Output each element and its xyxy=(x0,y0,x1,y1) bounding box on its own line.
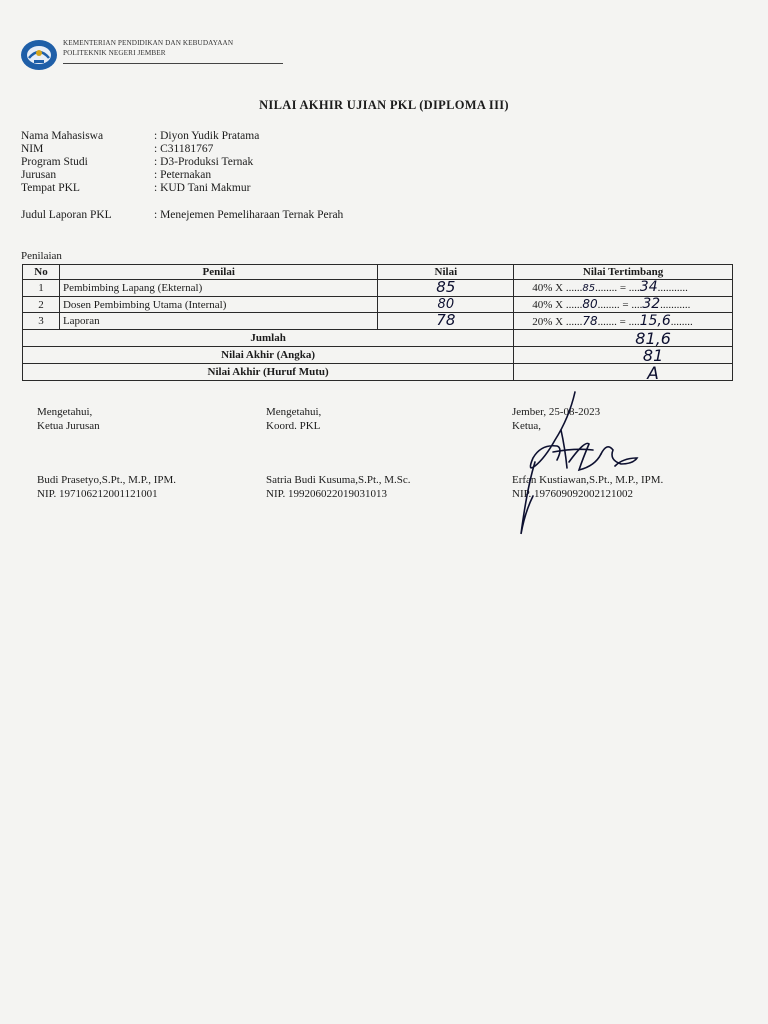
tempat-label: Tempat PKL xyxy=(21,182,80,194)
sig-middle-line2: Koord. PKL xyxy=(266,419,321,432)
row-nilai-cell xyxy=(378,313,514,330)
weight-tail: ........ xyxy=(670,315,693,328)
signature-block-left xyxy=(37,406,176,501)
weight-dots: ........ = .... xyxy=(597,299,643,311)
jumlah-row xyxy=(23,330,733,347)
penilaian-label: Penilaian xyxy=(21,250,62,262)
grades-table xyxy=(22,264,733,384)
row-nilai: 80 xyxy=(437,296,455,312)
huruf-value: A xyxy=(647,364,659,384)
sig-right-line1: Jember, 25-08-2023 xyxy=(512,406,601,418)
angka-row xyxy=(23,347,733,364)
sig-left-nip: NIP. 197106212001121001 xyxy=(37,487,158,500)
row-no: 1 xyxy=(23,280,60,297)
sig-right-name: Erfan Kustiawan,S.Pt., M.P., IPM. xyxy=(512,474,664,486)
prodi-value: : D3-Produksi Ternak xyxy=(154,156,254,168)
weight-tail: ........... xyxy=(657,282,688,294)
jumlah-label: Jumlah xyxy=(23,330,514,347)
weight-pct: 40% X ...... xyxy=(532,282,583,294)
sig-middle-name: Satria Budi Kusuma,S.Pt., M.Sc. xyxy=(266,474,411,486)
row-nilai-cell xyxy=(378,280,514,297)
table-header-row xyxy=(23,265,733,280)
row-penilai: Pembimbing Lapang (Ekternal) xyxy=(59,280,377,297)
tempat-value: : KUD Tani Makmur xyxy=(154,182,251,194)
row-nilai: 78 xyxy=(436,311,456,329)
huruf-row xyxy=(23,364,733,381)
weight-pct: 40% X ...... xyxy=(532,299,583,311)
header-divider xyxy=(63,63,283,64)
handwritten-signature-icon xyxy=(505,388,645,536)
nim-label: NIM xyxy=(21,143,44,155)
weight-nilai: 85 xyxy=(582,283,596,294)
row-no: 3 xyxy=(23,313,60,330)
sig-left-name: Budi Prasetyo,S.Pt., M.P., IPM. xyxy=(37,474,177,486)
angka-cell xyxy=(514,347,733,364)
row-penilai: Dosen Pembimbing Utama (Internal) xyxy=(59,297,377,313)
row-no: 2 xyxy=(23,297,60,313)
huruf-label: Nilai Akhir (Huruf Mutu) xyxy=(23,364,514,381)
jumlah-value: 81,6 xyxy=(635,329,671,348)
nim-value: : C31181767 xyxy=(154,143,214,155)
prodi-label: Program Studi xyxy=(21,156,88,168)
row-tertimbang xyxy=(514,297,733,313)
sig-right-nip: NIP. 197609092002121002 xyxy=(512,487,634,500)
institution-name: KEMENTERIAN PENDIDIKAN DAN KEBUDAYAAN POLITEKNIK NEGERI JEMBER xyxy=(63,39,234,57)
document-title: NILAI AKHIR UJIAN PKL (DIPLOMA III) xyxy=(259,98,509,112)
signature-block-middle xyxy=(266,406,411,501)
col-header-nilai-tertimbang: Nilai Tertimbang xyxy=(514,265,733,280)
table-row xyxy=(23,280,733,297)
row-nilai: 85 xyxy=(436,278,456,296)
weight-result: 34 xyxy=(639,279,658,295)
table-row xyxy=(23,297,733,313)
sig-middle-nip: NIP. 199206022019031013 xyxy=(266,487,388,500)
row-tertimbang xyxy=(514,313,733,330)
nama-label: Nama Mahasiswa xyxy=(21,130,104,142)
institution-logo-icon xyxy=(20,38,58,72)
huruf-cell xyxy=(514,364,733,384)
weight-result: 32 xyxy=(642,296,661,312)
angka-value: 81 xyxy=(642,346,664,365)
sig-left-line1: Mengetahui, xyxy=(37,406,93,418)
weight-dots: ........ = .... xyxy=(595,282,640,294)
col-header-penilai: Penilai xyxy=(59,265,377,280)
weight-dots: ....... = .... xyxy=(597,315,640,328)
table-row xyxy=(23,313,733,330)
judul-label: Judul Laporan PKL xyxy=(21,209,112,221)
sig-right-line2: Ketua, xyxy=(512,419,542,432)
jurusan-value: : Peternakan xyxy=(154,169,212,181)
sig-left-line2: Ketua Jurusan xyxy=(37,419,100,432)
angka-label: Nilai Akhir (Angka) xyxy=(23,347,514,364)
nama-value: : Diyon Yudik Pratama xyxy=(154,130,260,142)
col-header-no: No xyxy=(23,265,60,280)
row-penilai: Laporan xyxy=(59,313,377,330)
weight-tail: ........... xyxy=(660,299,691,311)
row-tertimbang xyxy=(514,280,733,297)
col-header-nilai: Nilai xyxy=(378,265,514,280)
judul-value: : Menejemen Pemeliharaan Ternak Perah xyxy=(154,209,344,221)
weight-result: 15,6 xyxy=(639,312,671,329)
weight-nilai: 80 xyxy=(582,297,598,311)
jurusan-label: Jurusan xyxy=(21,169,57,181)
sig-middle-line1: Mengetahui, xyxy=(266,406,322,418)
jumlah-cell xyxy=(514,330,733,347)
weight-nilai: 78 xyxy=(582,313,598,328)
weight-pct: 20% X ...... xyxy=(532,315,583,328)
